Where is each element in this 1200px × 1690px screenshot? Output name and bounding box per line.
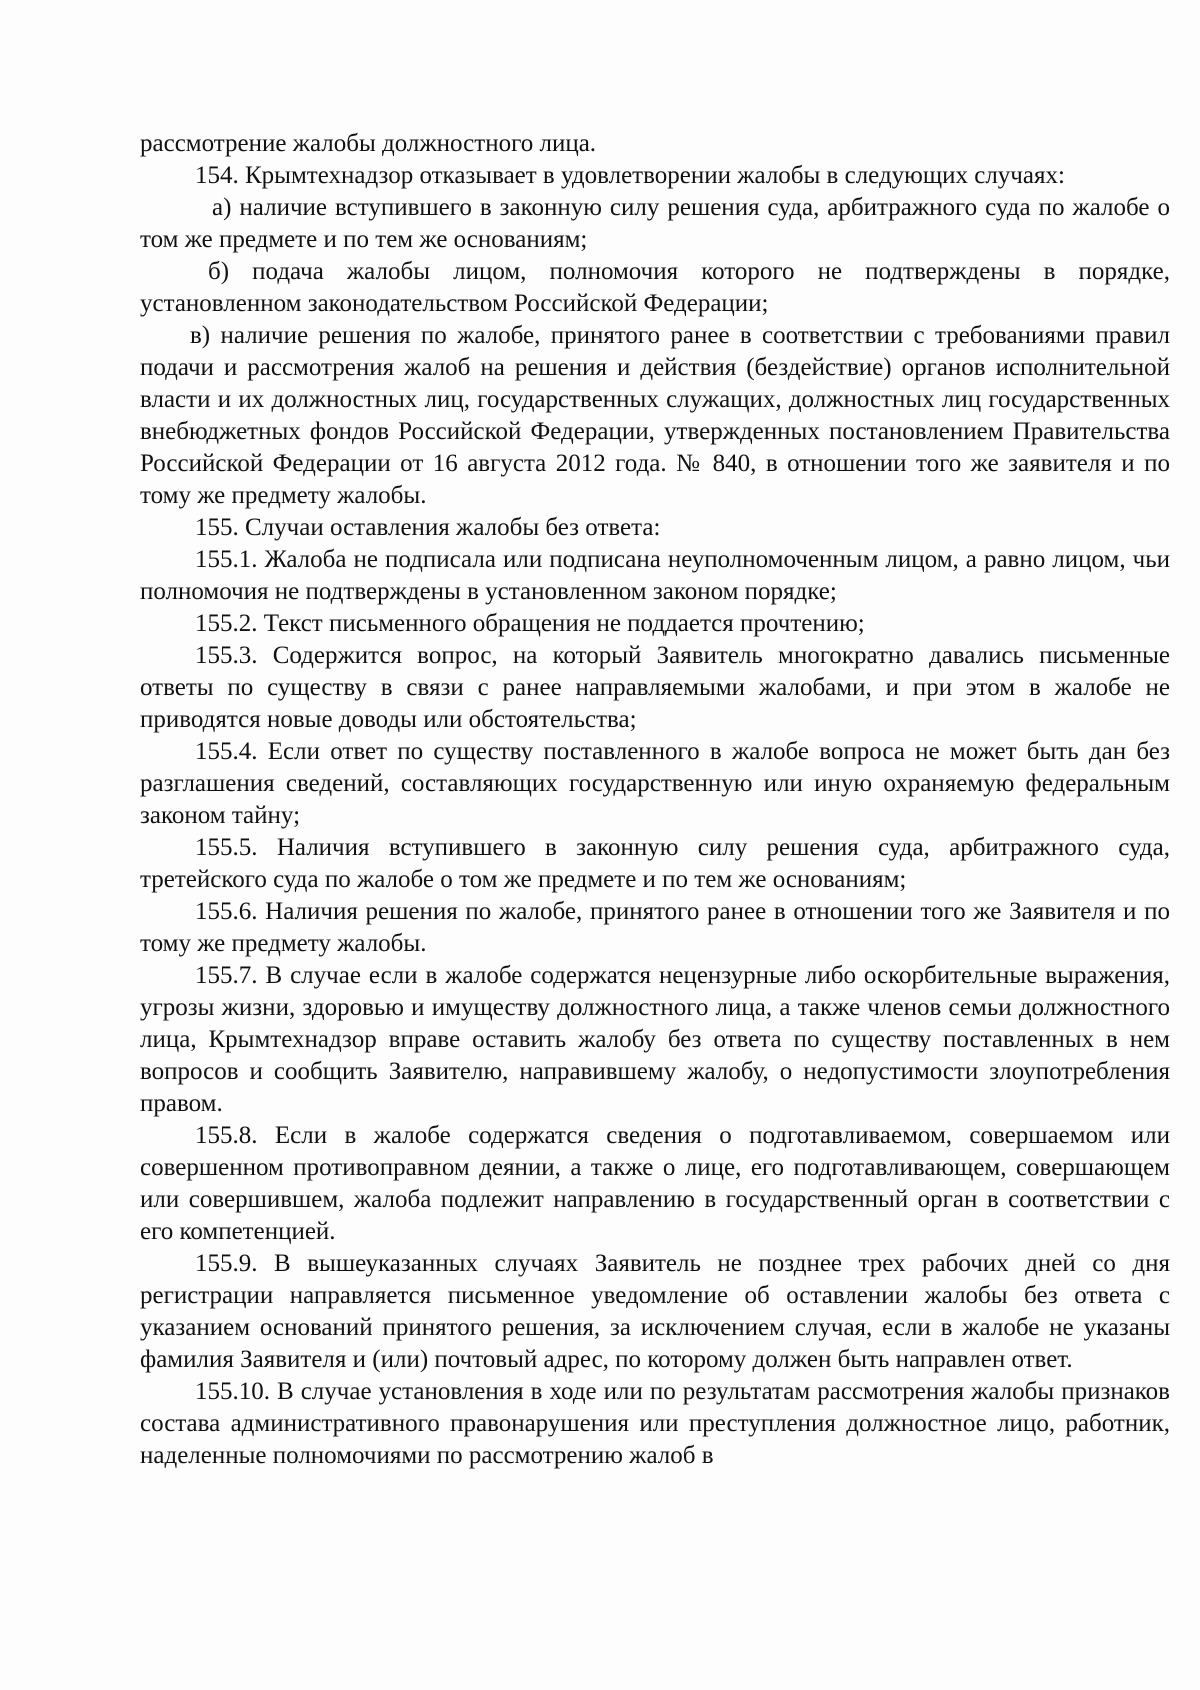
paragraph-155-5: 155.5. Наличия вступившего в законную силу решения суда, арбитражного суда, третейского суда по жалобе о том же предмете и по тем же основаниям;	[140, 834, 1170, 893]
paragraph-155-1: 155.1. Жалоба не подписала или подписана неуполномоченным лицом, а равно лицом, чьи полномочия не подтверждены в установленном законом порядке;	[140, 546, 1170, 605]
paragraph-154-c: в) наличие решения по жалобе, принятого ранее в соответствии с требованиями правил подачи и рассмотрения жалоб на решения и действия (бездействие) органов исполнительной власти и их должностных лиц, государственных служащих, должностных лиц государственных внебюджетных фондов Российской Федерации, утвержденных постановлением Правительства Российской Федерации от 16 августа 2012 года. № 840, в отношении того же заявителя и по тому же предмету жалобы.	[140, 322, 1170, 509]
paragraph-155-8: 155.8. Если в жалобе содержатся сведения о подготавливаемом, совершаемом или совершенном противоправном деянии, а также о лице, его подготавливающем, совершающем или совершившем, жалоба подлежит направлению в государственный орган в соответствии с его компетенцией.	[140, 1122, 1170, 1245]
paragraph-155: 155. Случаи оставления жалобы без ответа:	[195, 514, 661, 541]
paragraph-155-9: 155.9. В вышеуказанных случаях Заявитель не позднее трех рабочих дней со дня регистрации направляется письменное уведомление об оставлении жалобы без ответа с указанием оснований принятого решения, за исключением случая, если в жалобе не указаны фамилия Заявителя и (или) почтовый адрес, по которому должен быть направлен ответ.	[140, 1250, 1170, 1373]
paragraph-continuation: рассмотрение жалобы должностного лица.	[140, 130, 597, 157]
paragraph-154: 154. Крымтехнадзор отказывает в удовлетворении жалобы в следующих случаях:	[195, 162, 1065, 189]
paragraph-155-3: 155.3. Содержится вопрос, на который Заявитель многократно давались письменные ответы по существу в связи с ранее направляемыми жалобами, и при этом в жалобе не приводятся новые доводы или обстоятельства;	[140, 642, 1170, 733]
paragraph-154-b: б) подача жалобы лицом, полномочия которого не подтверждены в порядке, установленном законодательством Российской Федерации;	[140, 258, 1170, 317]
paragraph-155-7: 155.7. В случае если в жалобе содержатся нецензурные либо оскорбительные выражения, угрозы жизни, здоровью и имуществу должностного лица, а также членов семьи должностного лица, Крымтехнадзор вправе оставить жалобу без ответа по существу поставленных в нем вопросов и сообщить Заявителю, направившему жалобу, о недопустимости злоупотребления правом.	[140, 962, 1170, 1117]
document-body	[140, 128, 1170, 1472]
paragraph-155-10: 155.10. В случае установления в ходе или по результатам рассмотрения жалобы признаков состава административного правонарушения или преступления должностное лицо, работник, наделенные полномочиями по рассмотрению жалоб в	[140, 1378, 1170, 1469]
paragraph-155-2: 155.2. Текст письменного обращения не поддается прочтению;	[195, 610, 865, 637]
paragraph-154-a: а) наличие вступившего в законную силу решения суда, арбитражного суда по жалобе о том же предмете и по тем же основаниям;	[140, 194, 1170, 253]
paragraph-155-6: 155.6. Наличия решения по жалобе, принятого ранее в отношении того же Заявителя и по тому же предмету жалобы.	[140, 898, 1170, 957]
paragraph-155-4: 155.4. Если ответ по существу поставленного в жалобе вопроса не может быть дан без разглашения сведений, составляющих государственную или иную охраняемую федеральным законом тайну;	[140, 738, 1170, 829]
